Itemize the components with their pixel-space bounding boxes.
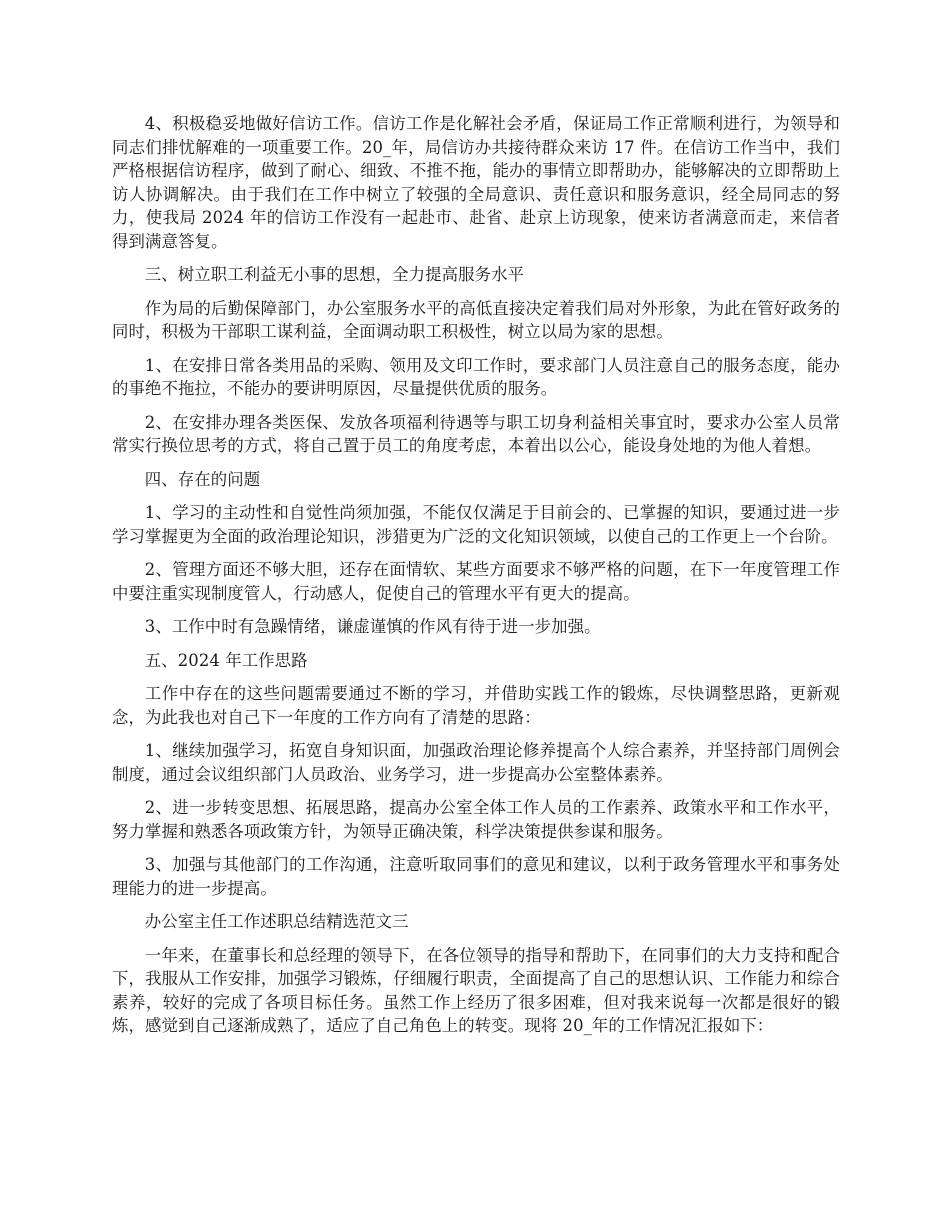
paragraph-problem-3: 3、工作中时有急躁情绪，谦虚谨慎的作风有待于进一步加强。 [144,617,601,636]
paragraph-supplies: 1、在安排日常各类用品的采购、领用及文印工作时，要求部门人员注意自己的服务态度，能办的事绝不拖拉，不能办的要讲明原因，尽量提供优质的服务。 [112,355,840,398]
paragraph-plan-intro: 工作中存在的这些问题需要通过不断的学习，并借助实践工作的锻炼，尽快调整思路，更新观念，为此我也对自己下一年度的工作方向有了清楚的思路： [112,684,840,727]
document-body [112,112,840,1038]
paragraph-problem-2: 2、管理方面还不够大胆，还存在面情软、某些方面要求不够严格的问题，在下一年度管理工作中要注重实现制度管人，行动感人，促使自己的管理水平有更大的提高。 [112,560,840,603]
paragraph-plan-3: 3、加强与其他部门的工作沟通，注意听取同事们的意见和建议，以利于政务管理水平和事务处理能力的进一步提高。 [112,855,840,898]
section-heading-5: 五、2024 年工作思路 [144,650,308,670]
section-heading-3: 三、树立职工利益无小事的思想，全力提高服务水平 [144,265,525,284]
paragraph-plan-1: 1、继续加强学习，拓宽自身知识面，加强政治理论修养提高个人综合素养，并坚持部门周例会制度，通过会议组织部门人员政治、业务学习，进一步提高办公室整体素养。 [112,741,840,784]
section-heading-4: 四、存在的问题 [144,469,261,489]
paragraph-logistics-intro: 作为局的后勤保障部门，办公室服务水平的高低直接决定着我们局对外形象，为此在管好政务的同时，积极为干部职工谋利益，全面调动职工积极性，树立以局为家的思想。 [112,298,840,341]
article-title-3: 办公室主任工作述职总结精选范文三 [144,912,409,931]
paragraph-plan-2: 2、进一步转变思想、拓展思路，提高办公室全体工作人员的工作素养、政策水平和工作水平，努力掌握和熟悉各项政策方针，为领导正确决策，科学决策提供参谋和服务。 [112,798,840,841]
paragraph-year-summary: 一年来，在董事长和总经理的领导下，在各位领导的指导和帮助下，在同事们的大力支持和配合下，我服从工作安排，加强学习锻炼，仔细履行职责，全面提高了自己的思想认识、工作能力和综合素养，较好的完成了各项目标任务。虽然工作上经历了很多困难，但对我来说每一次都是很好的锻炼，感觉到自己逐渐成熟了，适应了自己角色上的转变。现将 20_年的工作情况汇报如下： [112,945,840,1035]
paragraph-problem-1: 1、学习的主动性和自觉性尚须加强，不能仅仅满足于目前会的、已掌握的知识，要通过进一步学习掌握更为全面的政治理论知识，涉猎更为广泛的文化知识领域，以使自己的工作更上一个台阶。 [112,503,840,546]
paragraph-welfare: 2、在安排办理各类医保、发放各项福利待遇等与职工切身利益相关事宜时，要求办公室人员常常实行换位思考的方式，将自己置于员工的角度考虑，本着出以公心，能设身处地的为他人着想。 [112,412,840,455]
paragraph-petition-work: 4、积极稳妥地做好信访工作。信访工作是化解社会矛盾，保证局工作正常顺利进行，为领导和同志们排忧解难的一项重要工作。20_年，局信访办共接待群众来访 17 件。在信访工作当中，我们严格根据信访程序，做到了耐心、细致、不推不拖，能办的事情立即帮助办，能够解决的立即帮助上访人协调解决。由于我们在工作中树立了较强的全局意识、责任意识和服务意识，经全局同志的努力，使我局 2024 年的信访工作没有一起赴市、赴省、赴京上访现象，使来访者满意而走，来信者得到满意答复。 [112,114,840,251]
